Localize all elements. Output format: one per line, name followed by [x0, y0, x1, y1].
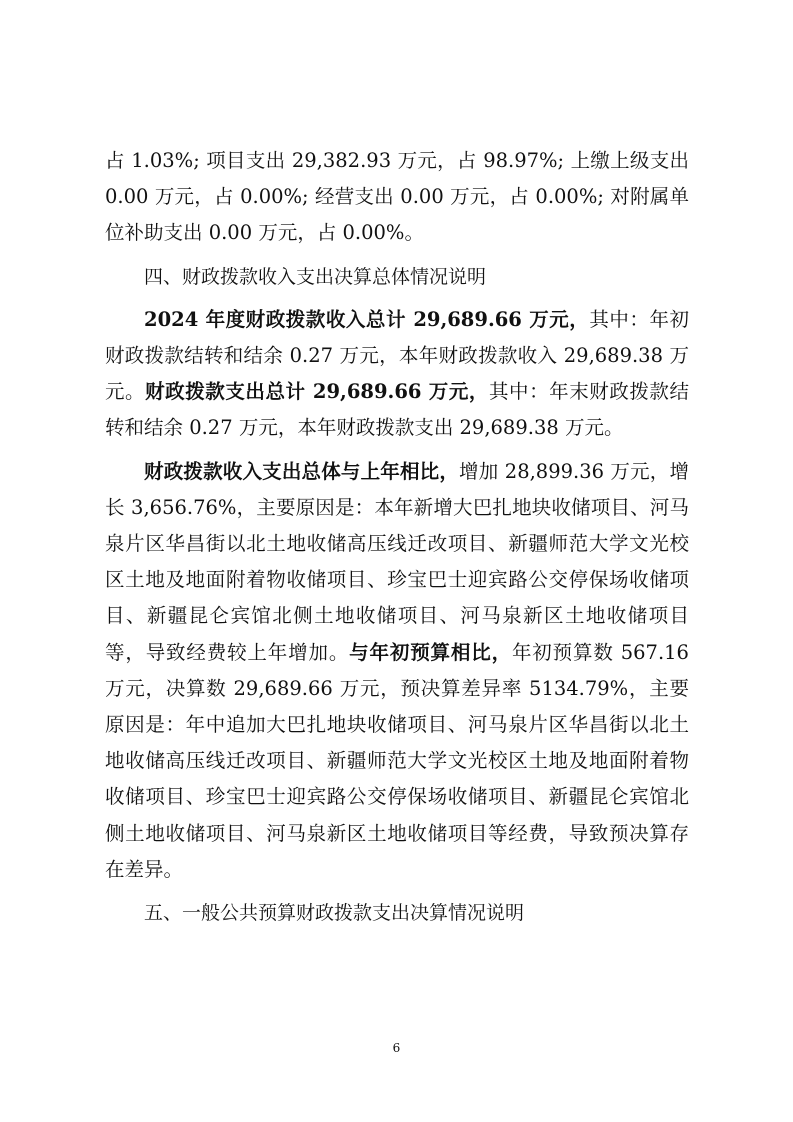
- comparison-paragraph: [105, 454, 689, 888]
- document-body: [105, 143, 689, 931]
- section-heading-5: 五、一般公共预算财政拨款支出决算情况说明: [144, 902, 525, 925]
- year-comparison-bold-text: 财政拨款收入支出总体与上年相比，: [144, 459, 460, 483]
- expenditure-detail-text: 其中：年末财政拨款结转和结余 0.27 万元，本年财政拨款支出 29,689.38 万元。: [105, 380, 689, 440]
- income-total-bold-text: 2024 年度财政拨款收入总计 29,689.66 万元，: [144, 307, 590, 331]
- expenditure-breakdown-paragraph: 占 1.03%; 项目支出 29,382.93 万元，占 98.97%; 上缴上级支出 0.00 万元，占 0.00%; 经营支出 0.00 万元，占 0.00%; 对附属单位补助支出 0.00 万元，占 0.00%。: [105, 149, 689, 245]
- section-heading-4: 四、财政拨款收入支出决算总体情况说明: [144, 265, 487, 288]
- year-comparison-text: 增加 28,899.36 万元，增长 3,656.76%，主要原因是：本年新增大巴扎地块收储项目、河马泉片区华昌街以北土地收储高压线迁改项目、新疆师范大学文光校区土地及地面附着物收储项目、珍宝巴士迎宾路公交停保场收储项目、新疆昆仑宾馆北侧土地收储项目、河马泉新区土地收储项目等，导致经费较上年增加。: [105, 459, 689, 664]
- income-detail-text: 其中：年初财政拨款结转和结余 0.27 万元，本年财政拨款收入 29,689.38 万元。: [105, 307, 689, 404]
- fiscal-appropriation-summary-paragraph: [105, 302, 689, 447]
- expenditure-total-bold-text: 财政拨款支出总计 29,689.66 万元，: [145, 380, 489, 404]
- budget-comparison-text: 年初预算数 567.16 万元，决算数 29,689.66 万元，预决算差异率 5134.79%，主要原因是：年中追加大巴扎地块收储项目、河马泉片区华昌街以北土地收储高压线迁改项目、新疆师范大学文光校区土地及地面附着物收储项目、珍宝巴士迎宾路公交停保场收储项目、新疆昆仑宾馆北侧土地收储项目、河马泉新区土地收储项目等经费，导致预决算存在差异。: [105, 640, 689, 881]
- page-number: 6: [392, 1041, 401, 1055]
- budget-comparison-bold-text: 与年初预算相比，: [349, 640, 512, 664]
